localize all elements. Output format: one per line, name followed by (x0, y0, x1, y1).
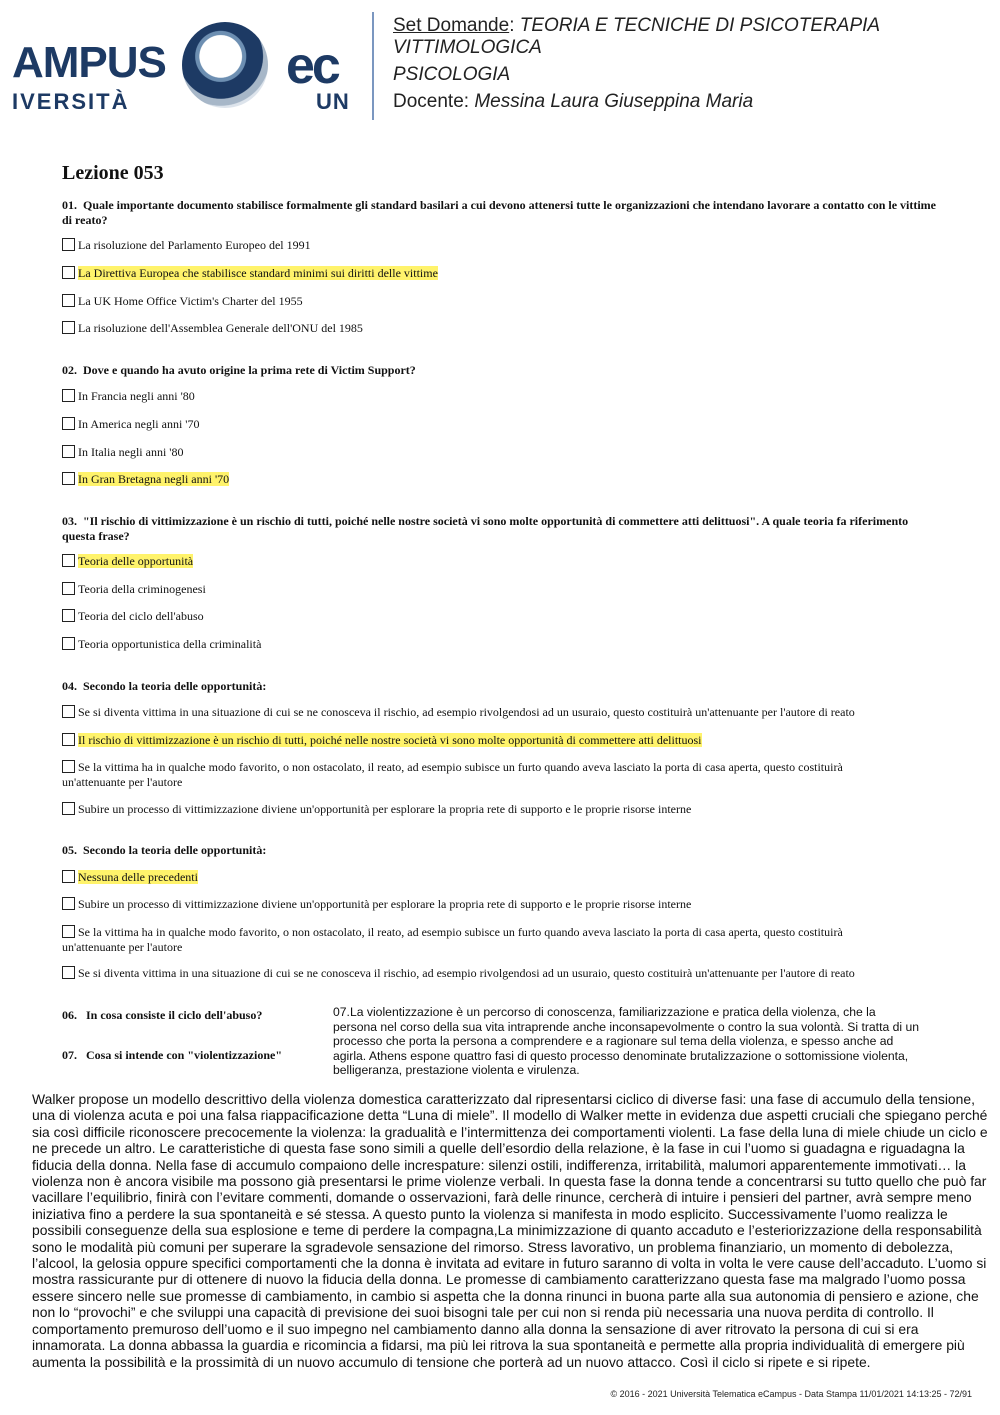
logo-seal-icon (182, 22, 268, 108)
checkbox[interactable] (62, 802, 75, 815)
faculty-row (393, 64, 510, 86)
option-04-b[interactable] (62, 733, 942, 748)
set-domande-line: Set Domande: TEORIA E TECNICHE DI PSICOTERAPIA (393, 15, 881, 36)
option-02-b[interactable]: In America negli anni '70 (62, 417, 942, 432)
page-footer: © 2016 - 2021 Università Telematica eCampus - Data Stampa 11/01/2021 14:13:25 - 72/91 (610, 1389, 972, 1399)
option-03-b[interactable]: Teoria della criminogenesi (62, 582, 942, 597)
logo-un-text: UN (316, 89, 350, 114)
checkbox[interactable] (62, 238, 75, 251)
option-02-a[interactable]: In Francia negli anni '80 (62, 389, 942, 404)
question-07: 07. Cosa si intende con "violentizzazione" (62, 1048, 282, 1062)
option-02-c[interactable]: In Italia negli anni '80 (62, 445, 942, 460)
docente-name: Messina Laura Giuseppina Maria (474, 91, 754, 112)
answer-07-text: 07.La violentizzazione è un percorso di conoscenza, familiarizzazione e pratica della violenza, che la persona nel corso della sua vita intraprende anche inconsapevolmente o contro la sua volontà. Si tratta di un processo che porta la persona a comprendere e a ragionare sul tema della violenza, e spesso anche ad agirla. Athens espone quattro fasi di questo processo denominate brutalizzazione o sottomissione violenta, belligeranza, prestazione violenta e virulenza. (333, 1005, 920, 1077)
highlighted-answer: La Direttiva Europea che stabilisce standard minimi sui diritti delle vittime (78, 266, 438, 280)
faculty: PSICOLOGIA (393, 64, 511, 85)
option-02-d[interactable] (62, 472, 942, 487)
checkbox[interactable] (62, 637, 75, 650)
highlighted-answer: In Gran Bretagna negli anni '70 (78, 472, 230, 486)
option-05-b[interactable]: Subire un processo di vittimizzazione diviene un'opportunità per esplorare la propria rete di supporto e le proprie risorse interne (62, 897, 942, 912)
checkbox[interactable] (62, 321, 75, 334)
checkbox[interactable] (62, 925, 75, 938)
question-04: 04. Secondo la teoria delle opportunità: (62, 679, 267, 693)
checkbox[interactable] (62, 705, 75, 718)
question-06: 06. In cosa consiste il ciclo dell'abuso? (62, 1008, 263, 1022)
answer-06-text: Walker propose un modello descrittivo della violenza domestica caratterizzato dal ripresentarsi ciclico di diverse fasi: una fase di accumulo della tensione, una di violenza acuta e poi una falsa riappacificazione detta “Luna di miele”. Il modello di Walker mette in evidenza due aspetti cruciali che spiegano perché sia così difficile riconoscere precocemente la violenza: la gradualità e l’intermittenza dei comportamenti violenti. La fase della luna di miele chiude un ciclo e ne precede un altro. Le caratteristiche di questa fase sono simili a quelle dell’esordio della relazione, è la fase in cui l’uomo si guadagna e riguadagna la fiducia della donna. Nella fase di accumulo compaiono delle increspature: silenzi ostili, indifferenza, irritabilità, malumori apparentemente immotivati… la violenza non è ancora visibile ma possono già presentarsi le prime violenze verbali. In questa fase la donna tende a concentrarsi su tutto quello che può far vacillare l’equilibrio, finirà con l’evitare commenti, domande o osservazioni, farà delle rinunce, cercherà di intuire i pensieri del partner, avrà sempre meno iniziativa fino a perdere la sua spontaneità e sé stessa. A questo punto la violenza si manifesta in modo esplicito. Successivamente l’uomo realizza le possibili conseguenze della sua esplosione e teme di perdere la compagna,La minimizzazione di quanto accaduto e l’esteriorizzazione della responsabilità sono le modalità più comuni per superare la sgradevole sensazione del rimorso. Stress lavorativo, un problema finanziario, un momento di debolezza, l’alcool, la gelosia oppure specifici comportamenti che la donna è invitata ad evitare in futuro saranno di volta in volta le vere cause dell’accaduto. L’uomo si mostra rassicurante pur di ottenere di nuovo la fiducia della donna. Le promesse di cambiamento caratterizzano questa fase ma malgrado l’uomo possa essere sincero nelle sue promesse di cambiamento, in cambio si aspetta che la donna rinunci in buona parte alla sua autonomia di pensiero e azione, che non lo “provochi” e che sviluppi una capacità di previsione dei suoi bisogni tale per cui non si renda più necessaria una nuova perdita di controllo. Il comportamento premuroso dell’uomo e il suo impegno nel cambiamento danno alla donna la sensazione di aver ritrovato la persona di cui si era innamorata. La donna abbassa la guardia e ricomincia a fidarsi, ma più lei ritrova la sua spontaneità e permette alla propria individualità di emergere più aumenta la possibilità e la prossimità di un nuovo accumulo di tensione che porterà ad un nuovo attacco. Così il ciclo si ripete e si ripete. (32, 1091, 988, 1370)
option-03-c[interactable]: Teoria del ciclo dell'abuso (62, 609, 942, 624)
checkbox[interactable] (62, 897, 75, 910)
checkbox[interactable] (62, 966, 75, 979)
option-05-a[interactable] (62, 870, 942, 885)
option-03-d[interactable]: Teoria opportunistica della criminalità (62, 637, 942, 652)
course-title-line1: TEORIA E TECNICHE DI PSICOTERAPIA (519, 15, 881, 36)
checkbox[interactable] (62, 266, 75, 279)
docente-label: Docente: (393, 91, 470, 112)
course-title-line2: VITTIMOLOGICA (393, 37, 542, 58)
option-01-d[interactable]: La risoluzione dell'Assemblea Generale dell'ONU del 1985 (62, 321, 942, 336)
option-05-c[interactable]: Se la vittima ha in qualche modo favorito, o non ostacolato, il reato, ad esempio subisce un furto quando aveva lasciato la porta di casa aperta, questo costituirà un'attenuante per l'autore (62, 925, 843, 954)
logo-text-top: AMPUS (12, 38, 166, 87)
question-text: Quale importante documento stabilisce formalmente gli standard basilari a cui devono attenersi tutte le organizzazioni che intendano lavorare a contatto con le vittime di reato? (62, 198, 937, 227)
set-label: Set Domande (393, 15, 510, 36)
checkbox[interactable] (62, 554, 75, 567)
option-04-a[interactable]: Se si diventa vittima in una situazione di cui se ne conosceva il rischio, ad esempio rivolgendosi ad un usuraio, questo costituirà un'attenuante per l'autore di reato (62, 705, 942, 720)
option-04-c[interactable]: Se la vittima ha in qualche modo favorito, o non ostacolato, il reato, ad esempio subisce un furto quando aveva lasciato la porta di casa aperta, questo costituirà un'attenuante per l'autore (62, 760, 843, 789)
checkbox[interactable] (62, 472, 75, 485)
highlighted-answer: Il rischio di vittimizzazione è un rischio di tutti, poiché nelle nostre società vi sono molte opportunità di commettere atti delittuosi (78, 733, 702, 747)
course-title-line2-row (393, 37, 542, 59)
checkbox[interactable] (62, 609, 75, 622)
question-text: Secondo la teoria delle opportunità: (83, 843, 267, 857)
checkbox[interactable] (62, 417, 75, 430)
docente-row (393, 91, 753, 113)
question-text: Secondo la teoria delle opportunità: (83, 679, 267, 693)
header-divider (372, 12, 374, 120)
option-03-a[interactable] (62, 554, 942, 569)
question-03: 03. "Il rischio di vittimizzazione è un rischio di tutti, poiché nelle nostre società vi sono molte opportunità di commettere atti delittuosi". A quale teoria fa riferimento questa frase? (62, 514, 909, 543)
option-05-d[interactable]: Se si diventa vittima in una situazione di cui se ne conosceva il rischio, ad esempio rivolgendosi ad un usuraio, questo costituirà un'attenuante per l'autore di reato (62, 966, 942, 981)
logo-ec-text: ec (286, 37, 338, 95)
lesson-title: Lezione 053 (62, 162, 164, 184)
option-04-d[interactable]: Subire un processo di vittimizzazione diviene un'opportunità per esplorare la propria rete di supporto e le proprie risorse interne (62, 802, 942, 817)
question-02: 02. Dove e quando ha avuto origine la prima rete di Victim Support? (62, 363, 416, 377)
question-text: "Il rischio di vittimizzazione è un rischio di tutti, poiché nelle nostre società vi sono molte opportunità di commettere atti delittuosi". A quale teoria fa riferimento questa frase? (62, 514, 909, 543)
checkbox[interactable] (62, 445, 75, 458)
logo-text-bottom: IVERSITÀ (12, 89, 130, 114)
question-01: 01. Quale importante documento stabilisce formalmente gli standard basilari a cui devono attenersi tutte le organizzazioni che intendano lavorare a contatto con le vittime di reato? (62, 198, 937, 227)
question-text: Dove e quando ha avuto origine la prima rete di Victim Support? (83, 363, 416, 377)
checkbox[interactable] (62, 294, 75, 307)
ecampus-logo (12, 14, 357, 114)
checkbox[interactable] (62, 582, 75, 595)
checkbox[interactable] (62, 760, 75, 773)
checkbox[interactable] (62, 733, 75, 746)
question-05: 05. Secondo la teoria delle opportunità: (62, 843, 267, 857)
highlighted-answer: Nessuna delle precedenti (78, 870, 198, 884)
highlighted-answer: Teoria delle opportunità (78, 554, 194, 568)
checkbox[interactable] (62, 870, 75, 883)
option-01-b[interactable] (62, 266, 942, 281)
checkbox[interactable] (62, 389, 75, 402)
option-01-c[interactable]: La UK Home Office Victim's Charter del 1955 (62, 294, 942, 309)
option-01-a[interactable]: La risoluzione del Parlamento Europeo del 1991 (62, 238, 942, 253)
